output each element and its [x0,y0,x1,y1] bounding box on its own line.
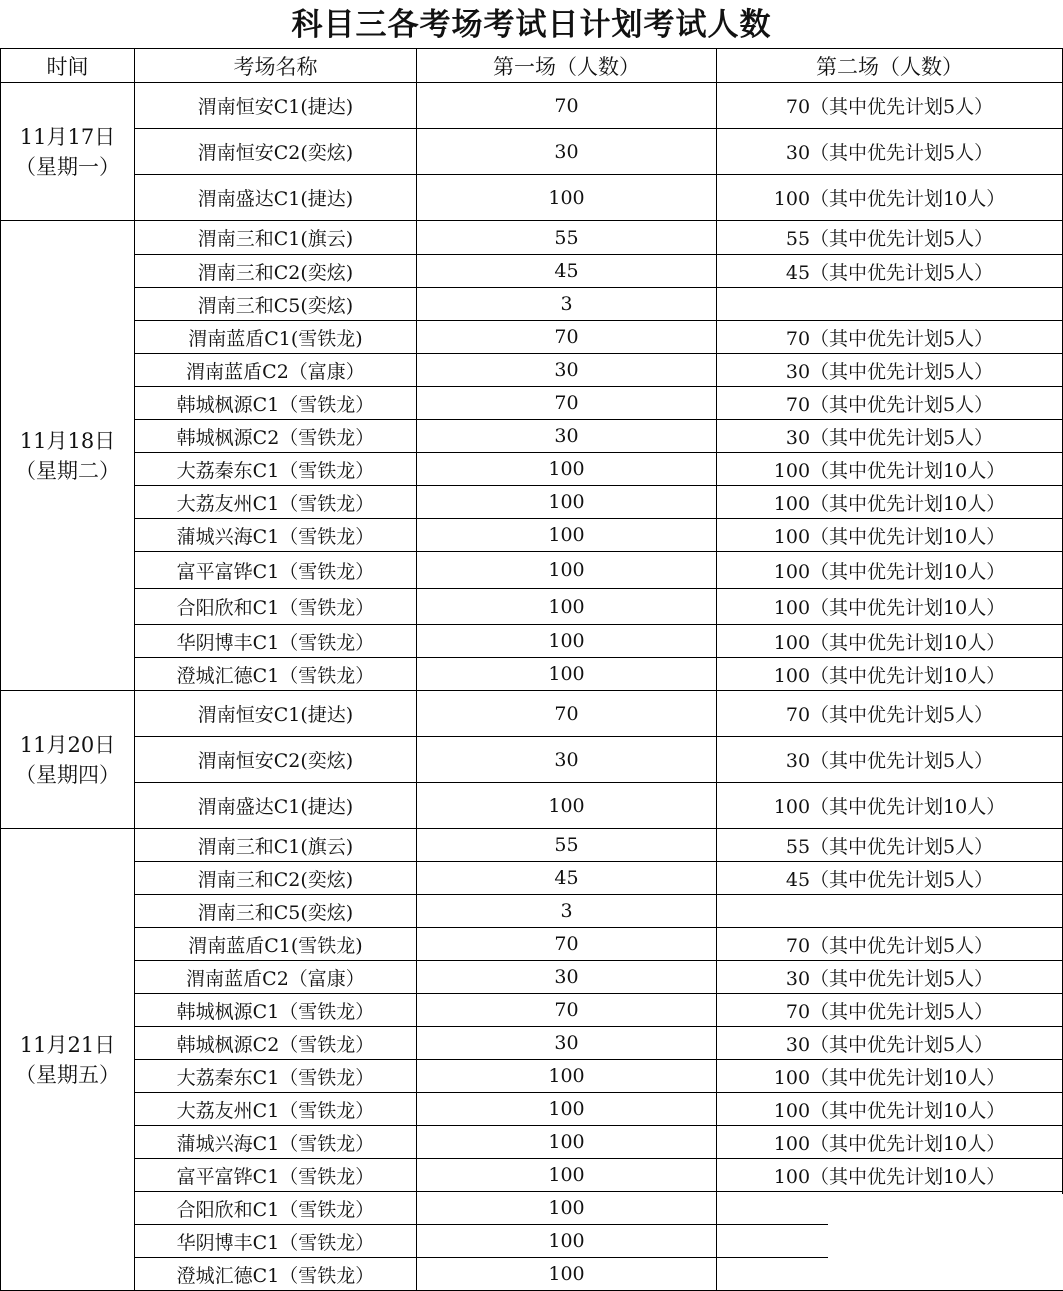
second-session-cell: 100（其中优先计划10人） [717,1159,1063,1192]
second-session-cell: 100（其中优先计划10人） [717,552,1063,589]
first-session-cell: 70 [417,994,717,1027]
first-session-cell: 70 [417,321,717,354]
date-cell [1,221,135,691]
venue-cell: 富平富铧C1（雪铁龙） [135,1159,417,1192]
first-session-cell: 100 [417,453,717,486]
date-label: 11月20日 [19,732,116,757]
second-session-cell: 100（其中优先计划10人） [717,175,1063,221]
first-session-cell: 100 [417,1060,717,1093]
header-venue: 考场名称 [135,49,417,83]
table-row [1,961,1063,994]
first-session-cell: 30 [417,1027,717,1060]
table-row [1,552,1063,589]
venue-cell: 大荔友州C1（雪铁龙） [135,1093,417,1126]
weekday-label: （星期五） [15,1062,120,1087]
second-session-cell: 30（其中优先计划5人） [717,737,1063,783]
second-session-cell: 100（其中优先计划10人） [717,783,1063,829]
table-row [1,83,1063,129]
first-session-cell: 100 [417,625,717,658]
venue-cell: 渭南恒安C1(捷达) [135,83,417,129]
first-session-cell: 55 [417,829,717,862]
table-row [1,862,1063,895]
second-session-cell: 70（其中优先计划5人） [717,321,1063,354]
first-session-cell: 70 [417,83,717,129]
second-session-cell: 55（其中优先计划5人） [717,221,1063,255]
second-session-cell: 100（其中优先计划10人） [717,1126,1063,1159]
table-row [1,1126,1063,1159]
second-session-cell: 100（其中优先计划10人） [717,1060,1063,1093]
first-session-cell: 70 [417,928,717,961]
venue-cell: 渭南盛达C1(捷达) [135,175,417,221]
venue-cell: 渭南三和C1(旗云) [135,221,417,255]
first-session-cell: 100 [417,552,717,589]
first-session-cell: 30 [417,737,717,783]
first-session-cell: 100 [417,1192,717,1225]
table-row [1,453,1063,486]
first-session-cell: 45 [417,255,717,288]
second-session-cell: 70（其中优先计划5人） [717,928,1063,961]
venue-cell: 澄城汇德C1（雪铁龙） [135,1258,417,1291]
exam-schedule-table [0,48,1063,1291]
table-row [1,1159,1063,1192]
header-first-session: 第一场（人数） [417,49,717,83]
first-session-cell: 100 [417,1126,717,1159]
second-session-cell [717,288,1063,321]
second-session-cell: 100（其中优先计划10人） [717,625,1063,658]
table-row [1,129,1063,175]
table-row [1,829,1063,862]
header-time: 时间 [1,49,135,83]
second-session-cell: 100（其中优先计划10人） [717,658,1063,691]
date-label: 11月17日 [19,124,116,149]
venue-cell: 蒲城兴海C1（雪铁龙） [135,1126,417,1159]
venue-cell: 渭南三和C1(旗云) [135,829,417,862]
date-cell [1,691,135,829]
venue-cell: 渭南蓝盾C1(雪铁龙) [135,321,417,354]
venue-cell: 渭南恒安C1(捷达) [135,691,417,737]
date-cell [1,829,135,1291]
second-session-cell: 100（其中优先计划10人） [717,453,1063,486]
table-row [1,691,1063,737]
venue-cell: 大荔秦东C1（雪铁龙） [135,453,417,486]
table-row [1,737,1063,783]
table-row [1,420,1063,453]
venue-cell: 华阴博丰C1（雪铁龙） [135,625,417,658]
table-row [1,1093,1063,1126]
second-session-cell: 70（其中优先计划5人） [717,387,1063,420]
second-session-cell: 30（其中优先计划5人） [717,1027,1063,1060]
second-session-cell: 30（其中优先计划5人） [717,354,1063,387]
venue-cell: 韩城枫源C2（雪铁龙） [135,420,417,453]
venue-cell: 渭南恒安C2(奕炫) [135,737,417,783]
first-session-cell: 100 [417,1159,717,1192]
second-session-cell: 30（其中优先计划5人） [717,420,1063,453]
table-row [1,221,1063,255]
header-second-session: 第二场（人数） [717,49,1063,83]
venue-cell: 渭南盛达C1(捷达) [135,783,417,829]
first-session-cell: 100 [417,589,717,625]
second-session-cell: 70（其中优先计划5人） [717,994,1063,1027]
first-session-cell: 100 [417,1093,717,1126]
table-row [1,354,1063,387]
second-session-cell: 100（其中优先计划10人） [717,1093,1063,1126]
second-session-cell: 70（其中优先计划5人） [717,691,1063,737]
venue-cell: 渭南恒安C2(奕炫) [135,129,417,175]
first-session-cell: 100 [417,1258,717,1291]
venue-cell: 渭南三和C2(奕炫) [135,255,417,288]
first-session-cell: 100 [417,1225,717,1258]
venue-cell: 澄城汇德C1（雪铁龙） [135,658,417,691]
table-row [1,928,1063,961]
venue-cell: 韩城枫源C1（雪铁龙） [135,994,417,1027]
second-session-cell: 70（其中优先计划5人） [717,83,1063,129]
venue-cell: 合阳欣和C1（雪铁龙） [135,589,417,625]
table-row [1,486,1063,519]
first-session-cell: 100 [417,658,717,691]
table-row [1,321,1063,354]
page-title: 科目三各考场考试日计划考试人数 [291,7,772,43]
venue-cell: 韩城枫源C2（雪铁龙） [135,1027,417,1060]
table-row [1,1060,1063,1093]
second-session-cell: 30（其中优先计划5人） [717,129,1063,175]
first-session-cell: 30 [417,961,717,994]
venue-cell: 渭南三和C5(奕炫) [135,895,417,928]
first-session-cell: 100 [417,175,717,221]
image-cutoff-area [828,1194,1063,1290]
second-session-cell [717,895,1063,928]
venue-cell: 蒲城兴海C1（雪铁龙） [135,519,417,552]
venue-cell: 渭南蓝盾C1(雪铁龙) [135,928,417,961]
venue-cell: 韩城枫源C1（雪铁龙） [135,387,417,420]
venue-cell: 渭南三和C2(奕炫) [135,862,417,895]
venue-cell: 华阴博丰C1（雪铁龙） [135,1225,417,1258]
first-session-cell: 100 [417,519,717,552]
table-row [1,994,1063,1027]
first-session-cell: 30 [417,420,717,453]
weekday-label: （星期二） [15,458,120,483]
table-row [1,625,1063,658]
first-session-cell: 70 [417,691,717,737]
first-session-cell: 3 [417,895,717,928]
second-session-cell: 100（其中优先计划10人） [717,589,1063,625]
table-row [1,1027,1063,1060]
table-row [1,288,1063,321]
first-session-cell: 70 [417,387,717,420]
venue-cell: 大荔友州C1（雪铁龙） [135,486,417,519]
table-row [1,255,1063,288]
first-session-cell: 55 [417,221,717,255]
second-session-cell: 55（其中优先计划5人） [717,829,1063,862]
table-row [1,783,1063,829]
second-session-cell: 100（其中优先计划10人） [717,486,1063,519]
first-session-cell: 30 [417,354,717,387]
table-row [1,387,1063,420]
venue-cell: 大荔秦东C1（雪铁龙） [135,1060,417,1093]
first-session-cell: 3 [417,288,717,321]
first-session-cell: 30 [417,129,717,175]
venue-cell: 富平富铧C1（雪铁龙） [135,552,417,589]
table-row [1,175,1063,221]
venue-cell: 渭南蓝盾C2（富康） [135,961,417,994]
venue-cell: 渭南三和C5(奕炫) [135,288,417,321]
weekday-label: （星期一） [15,154,120,179]
second-session-cell: 100（其中优先计划10人） [717,519,1063,552]
first-session-cell: 100 [417,783,717,829]
date-label: 11月21日 [19,1032,116,1057]
second-session-cell: 30（其中优先计划5人） [717,961,1063,994]
header-row [1,49,1063,83]
first-session-cell: 100 [417,486,717,519]
table-row [1,658,1063,691]
table-row [1,895,1063,928]
table-row [1,519,1063,552]
venue-cell: 合阳欣和C1（雪铁龙） [135,1192,417,1225]
second-session-cell: 45（其中优先计划5人） [717,862,1063,895]
second-session-cell: 45（其中优先计划5人） [717,255,1063,288]
table-row [1,589,1063,625]
first-session-cell: 45 [417,862,717,895]
weekday-label: （星期四） [15,762,120,787]
date-label: 11月18日 [19,428,116,453]
venue-cell: 渭南蓝盾C2（富康） [135,354,417,387]
date-cell [1,83,135,221]
